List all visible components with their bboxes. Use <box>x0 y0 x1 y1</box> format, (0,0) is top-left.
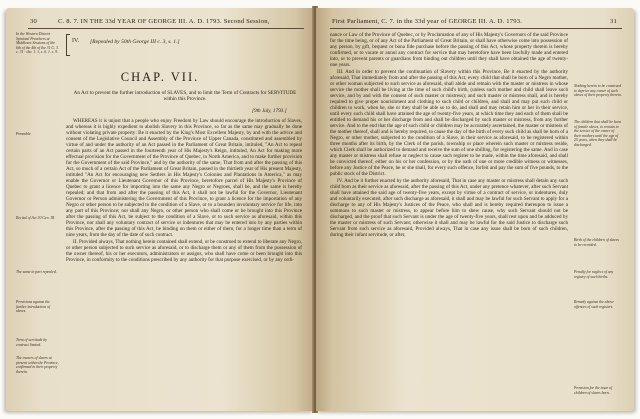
right-margin-note-5: Remedy against the above offences of such registers. <box>574 300 614 309</box>
left-body-text <box>66 118 302 406</box>
paragraph-preamble: WHEREAS it is unjust that a people who enjoy Freedom by Law should encourage the introduction of Slaves, and whereas it is highly expedient to abolish Slavery in this Province, so far as the same may gradually be done without violating private property: Be it enacted by the King's Most Excellent Majesty, by and with the advice and consent of the Legislative Council and Assembly of the Province of Upper Canada, constituted and assembled by virtue of and under the authority of an Act passed in the Parliament of Great Britain, intituled, "An Act to repeal certain parts of an Act passed in the fourteenth year of His Majesty's Reign, intituled, An Act for making more effectual provision for the Government of the Province of Quebec, in North America, and to make further provision for the Government of the said Province," and by the authority of the same, That from and after the passing of this Act, so much of a certain Act of the Parliament of Great Britain, passed in the thirtieth year of His present Majesty, intituled "An Act for encouraging new Settlers in His Majesty's Colonies and Plantations in America," as may enable the Governor or Lieutenant Governor of this Province, heretofore parcel of His Majesty's Province of Quebec to grant a licence for importing into the same any Negro or Negroes, shall be, and the same is hereby repealed; and that from and after the passing of this Act, it shall not be lawful for the Governor, Lieutenant Governor or Person administering the Government of this Province, to grant a licence for the importation of any Negro or other person to be subjected to the condition of a Slave, or to a bounden involuntary service for life, into any part of this Province; nor shall any Negro, or other person who shall come or be brought into this Province after the passing of this Act, be subject to the condition of a Slave, or to such service as aforesaid, within this Province, nor shall any voluntary contract of service or indentures that may be entered into by any parties within this Province, after the passing of this Act, be binding on them or either of them, for a longer time than a term of nine years, from the day of the date of such contract. <box>66 118 302 238</box>
left-page-number: 30 <box>30 18 37 25</box>
left-top-margin-note: In the Western District Spiritual Preachers at Middlesex Sessions of the 6th of the 4th of the 31 G. 3. c. 31 - tho. 1. 1, s. 6. 1. s. 9. <box>16 32 59 55</box>
left-repealed-note: [Repealed by 50th George III c. 3, s. 1.] <box>90 39 180 45</box>
margin-note-preamble: Preamble. <box>16 132 32 136</box>
right-running-head: First Parliament, C. 7. in the 33d year of GEORGE III. A. D. 1793. <box>332 18 523 25</box>
paragraph-continuation: nance or Law of the Province of Quebec, or by Proclamation of any of His Majesty's Governors of the said Province for the time being, or of any Act of the Parliament of Great Britain, or shall have otherwise come into possession of any person, by gift, bequest or bona fide purchase before the passing of this Act, whose property therein is hereby confirmed, or to vacate or annul any contract for service that may heretofore have been lawfully made and entered into, or to prevent parents or guardians from binding out children until they shall have obtained the age of twenty-one years. <box>330 32 568 68</box>
margin-note-recital: Recital of Act 30 Geo. III. <box>16 216 56 220</box>
paragraph-section-iii: III. And in order to prevent the continuation of Slavery within this Province, Be it enacted by the authority aforesaid, That immediately from and after the passing of this Act, every child that shall be born of a Negro mother, or other woman subjected to such service as aforesaid, shall abide and remain with the master or mistress in whose service the mother shall be living at the time of such child's birth, (unless such mother and child shall leave such service, and by and with the consent of such master or mistress); and such master or mistress shall, and is hereby required to give proper nourishment and clothing to such child or children, and shall and may put such child or children to work, when he, she or they shall be able so to do, and shall and may retain him or her in their service, until every such child shall have attained the age of twenty-five years, at which time they and each of them shall be entitled to demand his or her discharge from and shall be discharged by such master or mistress, from any further service. And to the end that the age of such child or children may be accurately ascertained, the master or mistress of the mother thereof, shall and is hereby required, to cause the day of the birth of every such child as shall be born of a Negro, or other mother, subjected to the condition of a Slave, in their service as aforesaid, to be registered within three months after its birth, by the Clerk of the parish, township or place wherein such master or mistress reside, which Clerk shall be authorized to demand and receive the sum of one shilling, for registering the same. And in case any master or mistress shall refuse or neglect to cause such register to be made, within the time aforesaid, and shall be convicted thereof, either on his or her confession, or by the oath of one or more credible witness or witnesses, before any Justice of the Peace, he or she shall, for every such offence, forfeit and pay the sum of five pounds, to the public stock of the District. <box>330 69 568 177</box>
right-page-number: 31 <box>610 18 617 25</box>
right-margin-note-4: Penalty for neglect of any registry of such births. <box>574 270 614 279</box>
paragraph-section-ii: II. Provided always, That nothing herein contained shall extend, or be construed to extend to liberate any Negro, or other person subjected to such service as aforesaid, or to discharge them or any of them from the possession of the owner thereof, his or her executors, administrators or assigns, who shall have come or been brought into this Province, in conformity to the conditions prescribed by any authority for that purpose exercised, or by any ordi- <box>66 239 302 263</box>
right-margin-note-2: The children that shall be born of female slaves, to remain in the service of the owner of their mothers until the age of 25 years, when they shall be discharged. <box>574 120 622 147</box>
act-title: An Act to prevent the further introduction of SLAVES, and to limit the Term of Contracts for SERVITUDE within this Province. <box>73 90 297 103</box>
chapter-heading: CHAP. VII. <box>120 70 200 84</box>
act-date: [9th July, 1793.] <box>252 108 287 114</box>
margin-note-owners: The owners of slaves at present within the Province, confirmed in their property therein. <box>16 356 59 374</box>
paragraph-section-iv: IV. And be it further enacted by the authority aforesaid, That in case any master or mistress shall detain any such child born as their service as aforesaid, after the passing of this Act, under any pretence whatever, after such Servant shall have attained the said age of twenty-five years, except by virtue of a contract of service, or indentures, duly and voluntarily executed, after such discharge as aforesaid, it shall and may be lawful for such Servant to apply for a discharge to any of His Majesty's Justices of the Peace, who shall and is hereby required thereupon to issue a summons to such master or mistress, to appear before him to shew cause, why such Servant should not be discharged, and the proof that such Servant is under the age of twenty-five years, shall rest upon and be adduced by the master or mistress of such Servant; otherwise it shall and may be lawful for the said Justice to discharge such Servant from such service as aforesaid, Provided always, That in case any issue shall be born of such children, during their infant servitude, or after, <box>330 178 568 238</box>
right-margin-note-1: Nothing herein to be construed to deprive any owner of such slaves of their property therein. <box>574 84 622 98</box>
margin-note-provisions: Provisions against the further introduction of slaves. <box>16 300 51 314</box>
right-page <box>316 8 634 411</box>
left-running-head: C. 8. 7. IN THE 33d YEAR OF GEORGE III. A. D. 1793. Second Session, <box>58 18 270 25</box>
left-section-mark: IV. <box>72 38 80 44</box>
right-head-rule <box>330 28 622 29</box>
margin-note-term: Term of servitude by contract limited. <box>16 338 47 347</box>
left-section-bracket <box>66 34 70 56</box>
margin-note-repealed: The same in part repealed. <box>16 270 57 274</box>
right-body-text <box>330 32 568 406</box>
right-margin-note-3: Birth of the children of slaves to be recorded. <box>574 238 619 247</box>
right-margin-note-6: Provision for the issue of children of slaves born. <box>574 386 613 395</box>
left-page <box>6 8 314 411</box>
left-head-rule <box>28 28 304 29</box>
